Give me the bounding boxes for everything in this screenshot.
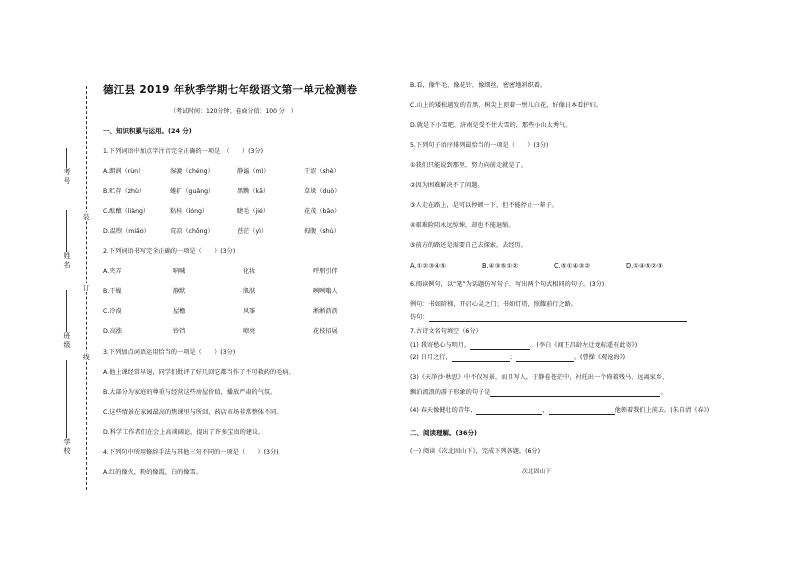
q7-item3-suffix: 。	[660, 389, 667, 396]
q2-c2: 屋檐	[173, 308, 186, 315]
q2-a2: 呐喊	[173, 268, 186, 275]
q1-d3: 苍茫（yì）	[237, 228, 268, 235]
q2-row-d	[103, 328, 383, 336]
q7-item3-line1: (3)《天净沙·秋思》中不仅写景，而且写人，于静卷苍茫中，衬托出一个倚着残马、远离家乡、	[410, 374, 669, 381]
q1-a1: A.朗润（rùn）	[103, 168, 145, 175]
q5-choice-c: C.⑤①④③②	[554, 262, 591, 270]
fold-char-xian: 线	[83, 353, 90, 361]
q5-stem: 5.下列句子语序排列最恰当的一项是（ ）(3分)	[410, 142, 549, 149]
q1-b1: B.贮存（zhù）	[103, 188, 146, 195]
q7-item1	[410, 342, 637, 350]
name-label: 姓名	[63, 252, 71, 270]
q3-stem: 3.下列加点词语运用恰当的一项是（ ）(3分)	[103, 349, 236, 356]
q7-item4-prefix: (4) 春天像健壮的青年，	[410, 407, 477, 414]
exam-number-line	[66, 148, 67, 168]
page-subtitle: （考试时间：120分钟；卷面分值：100 分 ）	[170, 108, 297, 115]
class-label: 班级	[63, 332, 71, 350]
q1-c1: C.酝酿（liàng）	[103, 208, 150, 215]
page-title: 德江县 2019 年秋季学期七年级语文第一单元检测卷	[103, 84, 358, 96]
q5-choice-b: B.④③⑤①②	[482, 262, 519, 270]
q5-sentence-5: ⑤前方的路还是需要自己去探索，去经历。	[410, 242, 527, 249]
q3-option-d: D.科学工作者们在会上高谈阔论，提出了许多宝贵的建议。	[103, 429, 265, 436]
q2-d2: 铃铛	[173, 328, 186, 335]
q7-item3-blank[interactable]	[490, 390, 660, 397]
q1-c3: 睫毛（jié）	[237, 208, 269, 215]
q2-b3: 肌肤	[243, 288, 256, 295]
q2-d4: 花枝招展	[313, 328, 338, 335]
q1-row-c	[103, 208, 371, 216]
q5-choices	[410, 262, 698, 270]
q7-item3-prefix: 飘泊流浪的游子形象的句子是	[410, 389, 491, 396]
poem-title: 次北固山下	[522, 469, 551, 475]
q2-a1: A.夹弄	[103, 268, 122, 275]
q5-choice-d: D.①④⑤②③	[626, 262, 663, 270]
class-line	[66, 290, 67, 332]
q1-b2: 蜷扩（guǎng）	[170, 188, 215, 195]
q2-d3: 嘹亮	[243, 328, 256, 335]
q4-option-d: D.就是下小雪吧，济南是受不住大雪的，那些小山太秀气。	[410, 122, 572, 129]
q7-item4-suffix: 他领着我们上前去。(朱自清《春》)	[614, 407, 710, 414]
exam-number-label: 考号	[63, 168, 71, 186]
q3-option-c: C.这些情景在家园最高的焦课里与所回，药店市场非常整体不同。	[103, 409, 283, 416]
fold-char-ding: 订	[83, 284, 90, 292]
q2-c4: 淅淅沥沥	[313, 308, 338, 315]
name-line	[66, 210, 67, 252]
q5-sentence-2: ②因为困难解决不了问题。	[410, 182, 484, 189]
q5-sentence-1: ①我们只能说到那里，努力向前走就是了。	[410, 162, 527, 169]
q1-row-d	[103, 228, 371, 236]
q1-d1: D.温煦（miǎo）	[103, 228, 150, 235]
fold-char-zhuang: 装	[83, 213, 90, 221]
q3-option-b: B.大部分为家庭的尊重与经营这些房屋价值，播放严肃的气氛。	[103, 389, 277, 396]
q2-stem: 2.下列词语书写完全正确的一项是（ ）(3分)	[103, 248, 236, 255]
q1-d2: 荒凉（chōng）	[170, 228, 214, 235]
q6-answer-row	[410, 314, 687, 322]
q7-item3-line2	[410, 389, 667, 397]
q6-answer-label: 仿句：	[410, 314, 429, 321]
q7-item2-prefix: (2) 日月之行，	[410, 354, 452, 361]
q1-b3: 黑黝（kā）	[237, 188, 270, 195]
reading-stem: (一) 阅读《次北固山下》，完成下列各题。(6分)	[410, 448, 541, 455]
q3-option-a: A.他上课经常早退，同学们批评了好几回它都当作了不可救药的毛病。	[103, 369, 295, 376]
q1-row-b	[103, 188, 371, 196]
q5-choice-a: A.①②③④⑤	[410, 262, 447, 270]
q2-a3: 化妆	[243, 268, 256, 275]
q7-item2-blank1[interactable]	[452, 355, 510, 362]
q1-a2: 湿漉（chéng）	[170, 168, 214, 175]
q2-b4: 咧咧嗡人	[313, 288, 338, 295]
q2-row-a	[103, 268, 383, 276]
q7-item4-blank1[interactable]	[476, 408, 542, 415]
q6-answer-blank[interactable]	[429, 315, 687, 322]
q2-c3: 风筝	[243, 308, 256, 315]
school-line	[66, 360, 67, 438]
q2-a4: 呼朋引伴	[313, 268, 338, 275]
q7-item1-prefix: (1) 我寄愁心与明月，	[410, 342, 471, 349]
q1-c2: 粘桂（lóng）	[170, 208, 209, 215]
q2-b1: B.干燥	[103, 288, 122, 295]
q2-b2: 静默	[173, 288, 186, 295]
q4-stem: 4.下列句中所用修辞手法与其他三句不同的一项是（ ）(3分)	[103, 449, 279, 456]
q7-item4-blank2[interactable]	[549, 408, 615, 415]
q1-c4: 花茂（bāo）	[304, 208, 341, 215]
q2-c1: C.冷漠	[103, 308, 122, 315]
school-label: 学校	[63, 438, 71, 456]
q5-sentence-4: ④艰难险阻永远惊悚，却也不能退缩。	[410, 222, 515, 229]
q1-row-a	[103, 168, 371, 176]
q4-option-c: C.山上的矮松越发的青黑，树尖上顶着一髻儿白花，好像日本看护妇。	[410, 102, 602, 109]
q6-example: 例句：书如阶梯，开启心灵之门；书如灯塔，照耀前行之路。	[410, 301, 578, 308]
q4-option-a: A.红的像火，粉的像霞，白的像雪。	[103, 469, 202, 476]
q7-item1-suffix: 。(李白《闻王昌龄左迁龙标遥有此寄》)	[530, 342, 638, 349]
q7-item2-blank2[interactable]	[516, 355, 574, 362]
q1-d4: 拇腹（shù）	[304, 228, 340, 235]
q4-option-b: B.看，像牛毛，像花针，像细丝，密密地斜织着。	[410, 82, 547, 89]
q7-item1-blank[interactable]	[470, 343, 530, 350]
q7-item2-mid: ；	[509, 354, 516, 361]
q2-d1: D.高涨	[103, 328, 123, 335]
q2-row-c	[103, 308, 383, 316]
q7-item2	[410, 354, 625, 362]
q1-b4: 草垛（duò）	[304, 188, 341, 195]
q7-item2-suffix: 。(曹操《观沧海》)	[573, 354, 626, 361]
q1-a3: 静谧（mì）	[237, 168, 270, 175]
q7-item4-mid: ，	[542, 407, 549, 414]
section1-heading: 一、知识积累与运用。(24 分)	[103, 127, 192, 135]
q7-stem: 7.古诗文名句填空（6分）	[410, 328, 482, 335]
q2-row-b	[103, 288, 383, 296]
q7-item4	[410, 407, 709, 415]
q6-stem: 6.阅读例句，以“笔”为话题仿写句子，写出两个句式相同的句子。(3分)	[410, 281, 605, 288]
section2-heading: 二、阅读理解。(36分)	[410, 429, 477, 437]
q1-stem: 1.下列词语中加点字注音完全正确的一项是 （ ）(3分)	[103, 148, 264, 155]
q5-sentence-3: ③人走在路上，是可以停顿一下，但不能停止一辈子。	[410, 202, 558, 209]
q1-a4: 干涩（shè）	[304, 168, 340, 175]
